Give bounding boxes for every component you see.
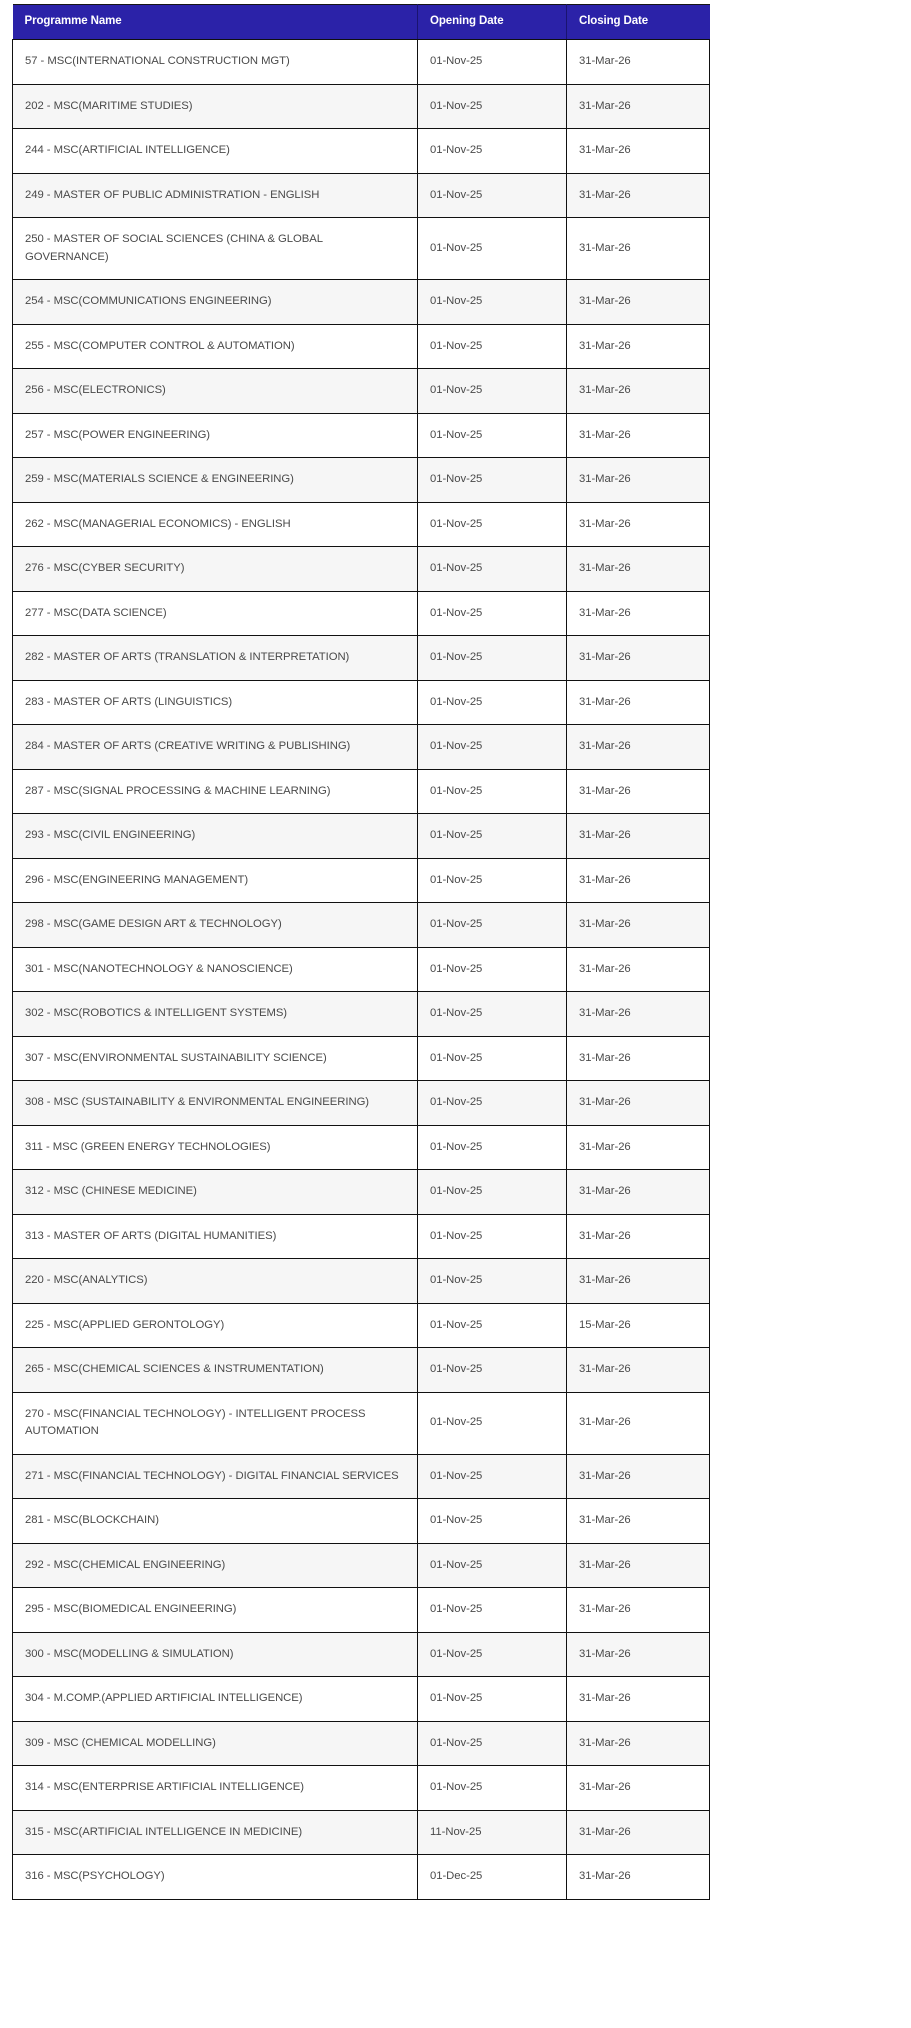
table-row[interactable] [13,1259,710,1304]
cell-programme-name: 254 - MSC(COMMUNICATIONS ENGINEERING) [13,280,418,325]
table-row[interactable] [13,858,710,903]
cell-closing-date: 31-Mar-26 [567,129,710,174]
programme-schedule-table [12,4,710,1900]
cell-opening-date: 01-Nov-25 [418,858,567,903]
cell-opening-date: 01-Nov-25 [418,173,567,218]
cell-programme-name: 282 - MASTER OF ARTS (TRANSLATION & INTERPRETATION) [13,636,418,681]
cell-closing-date: 31-Mar-26 [567,1036,710,1081]
table-row[interactable] [13,84,710,129]
table-row[interactable] [13,1392,710,1454]
table-row[interactable] [13,458,710,503]
cell-opening-date: 01-Nov-25 [418,769,567,814]
cell-opening-date: 01-Nov-25 [418,369,567,414]
cell-closing-date: 31-Mar-26 [567,324,710,369]
cell-opening-date: 01-Nov-25 [418,1214,567,1259]
cell-programme-name: 257 - MSC(POWER ENGINEERING) [13,413,418,458]
cell-closing-date: 31-Mar-26 [567,947,710,992]
cell-closing-date: 31-Mar-26 [567,280,710,325]
cell-opening-date: 01-Nov-25 [418,84,567,129]
cell-opening-date: 01-Nov-25 [418,40,567,85]
table-row[interactable] [13,947,710,992]
cell-closing-date: 31-Mar-26 [567,1543,710,1588]
cell-opening-date: 01-Nov-25 [418,413,567,458]
cell-programme-name: 293 - MSC(CIVIL ENGINEERING) [13,814,418,859]
table-row[interactable] [13,173,710,218]
cell-opening-date: 01-Nov-25 [418,1303,567,1348]
cell-closing-date: 31-Mar-26 [567,173,710,218]
cell-closing-date: 31-Mar-26 [567,1125,710,1170]
cell-programme-name: 255 - MSC(COMPUTER CONTROL & AUTOMATION) [13,324,418,369]
table-row[interactable] [13,1632,710,1677]
cell-opening-date: 01-Nov-25 [418,591,567,636]
cell-opening-date: 01-Nov-25 [418,814,567,859]
table-row[interactable] [13,1855,710,1900]
table-header-row [13,5,710,40]
cell-closing-date: 31-Mar-26 [567,84,710,129]
cell-programme-name: 287 - MSC(SIGNAL PROCESSING & MACHINE LEARNING) [13,769,418,814]
cell-closing-date: 31-Mar-26 [567,1392,710,1454]
table-row[interactable] [13,1348,710,1393]
cell-programme-name: 313 - MASTER OF ARTS (DIGITAL HUMANITIES) [13,1214,418,1259]
cell-programme-name: 300 - MSC(MODELLING & SIMULATION) [13,1632,418,1677]
table-row[interactable] [13,1036,710,1081]
cell-opening-date: 01-Nov-25 [418,1499,567,1544]
table-row[interactable] [13,129,710,174]
table-row[interactable] [13,1543,710,1588]
cell-programme-name: 259 - MSC(MATERIALS SCIENCE & ENGINEERING) [13,458,418,503]
cell-programme-name: 296 - MSC(ENGINEERING MANAGEMENT) [13,858,418,903]
cell-opening-date: 01-Nov-25 [418,1677,567,1722]
cell-closing-date: 31-Mar-26 [567,218,710,280]
table-row[interactable] [13,547,710,592]
cell-opening-date: 01-Nov-25 [418,1081,567,1126]
cell-programme-name: 265 - MSC(CHEMICAL SCIENCES & INSTRUMENTATION) [13,1348,418,1393]
table-row[interactable] [13,1303,710,1348]
cell-opening-date: 01-Nov-25 [418,547,567,592]
cell-programme-name: 57 - MSC(INTERNATIONAL CONSTRUCTION MGT) [13,40,418,85]
cell-opening-date: 01-Dec-25 [418,1855,567,1900]
cell-opening-date: 01-Nov-25 [418,1392,567,1454]
cell-closing-date: 31-Mar-26 [567,413,710,458]
cell-opening-date: 01-Nov-25 [418,1588,567,1633]
cell-programme-name: 309 - MSC (CHEMICAL MODELLING) [13,1721,418,1766]
cell-closing-date: 31-Mar-26 [567,1632,710,1677]
table-row[interactable] [13,1125,710,1170]
table-row[interactable] [13,814,710,859]
cell-programme-name: 283 - MASTER OF ARTS (LINGUISTICS) [13,680,418,725]
column-header-closing-date[interactable]: Closing Date [567,5,710,40]
cell-opening-date: 01-Nov-25 [418,947,567,992]
cell-opening-date: 01-Nov-25 [418,1036,567,1081]
cell-programme-name: 304 - M.COMP.(APPLIED ARTIFICIAL INTELLIGENCE) [13,1677,418,1722]
cell-programme-name: 270 - MSC(FINANCIAL TECHNOLOGY) - INTELLIGENT PROCESS AUTOMATION [13,1392,418,1454]
column-header-opening-date[interactable]: Opening Date [418,5,567,40]
table-row[interactable] [13,1170,710,1215]
table-row[interactable] [13,1677,710,1722]
table-row[interactable] [13,413,710,458]
table-row[interactable] [13,1081,710,1126]
cell-closing-date: 31-Mar-26 [567,992,710,1037]
table-row[interactable] [13,725,710,770]
cell-opening-date: 01-Nov-25 [418,1125,567,1170]
cell-closing-date: 31-Mar-26 [567,858,710,903]
cell-closing-date: 31-Mar-26 [567,591,710,636]
cell-opening-date: 01-Nov-25 [418,458,567,503]
table-row[interactable] [13,1454,710,1499]
cell-closing-date: 31-Mar-26 [567,1677,710,1722]
cell-opening-date: 01-Nov-25 [418,1632,567,1677]
cell-closing-date: 31-Mar-26 [567,1259,710,1304]
cell-closing-date: 31-Mar-26 [567,1348,710,1393]
cell-closing-date: 31-Mar-26 [567,903,710,948]
cell-programme-name: 225 - MSC(APPLIED GERONTOLOGY) [13,1303,418,1348]
cell-programme-name: 284 - MASTER OF ARTS (CREATIVE WRITING & PUBLISHING) [13,725,418,770]
cell-programme-name: 276 - MSC(CYBER SECURITY) [13,547,418,592]
cell-programme-name: 281 - MSC(BLOCKCHAIN) [13,1499,418,1544]
cell-closing-date: 31-Mar-26 [567,814,710,859]
table-row[interactable] [13,769,710,814]
cell-programme-name: 314 - MSC(ENTERPRISE ARTIFICIAL INTELLIGENCE) [13,1766,418,1811]
cell-programme-name: 316 - MSC(PSYCHOLOGY) [13,1855,418,1900]
table-row[interactable] [13,1810,710,1855]
cell-programme-name: 271 - MSC(FINANCIAL TECHNOLOGY) - DIGITAL FINANCIAL SERVICES [13,1454,418,1499]
cell-opening-date: 01-Nov-25 [418,1454,567,1499]
table-header [13,5,710,40]
cell-opening-date: 01-Nov-25 [418,502,567,547]
table-row[interactable] [13,992,710,1037]
table-row[interactable] [13,324,710,369]
cell-closing-date: 31-Mar-26 [567,1170,710,1215]
cell-opening-date: 01-Nov-25 [418,1721,567,1766]
cell-closing-date: 31-Mar-26 [567,725,710,770]
cell-opening-date: 11-Nov-25 [418,1810,567,1855]
cell-closing-date: 31-Mar-26 [567,1454,710,1499]
cell-closing-date: 31-Mar-26 [567,1588,710,1633]
table-row[interactable] [13,280,710,325]
cell-opening-date: 01-Nov-25 [418,1259,567,1304]
cell-programme-name: 256 - MSC(ELECTRONICS) [13,369,418,414]
table-row[interactable] [13,369,710,414]
cell-opening-date: 01-Nov-25 [418,129,567,174]
cell-programme-name: 220 - MSC(ANALYTICS) [13,1259,418,1304]
cell-programme-name: 277 - MSC(DATA SCIENCE) [13,591,418,636]
table-body [13,40,710,1900]
table-row[interactable] [13,502,710,547]
cell-closing-date: 31-Mar-26 [567,636,710,681]
cell-programme-name: 250 - MASTER OF SOCIAL SCIENCES (CHINA & GLOBAL GOVERNANCE) [13,218,418,280]
cell-opening-date: 01-Nov-25 [418,1170,567,1215]
cell-closing-date: 31-Mar-26 [567,1810,710,1855]
cell-programme-name: 315 - MSC(ARTIFICIAL INTELLIGENCE IN MEDICINE) [13,1810,418,1855]
table-row[interactable] [13,1214,710,1259]
cell-programme-name: 295 - MSC(BIOMEDICAL ENGINEERING) [13,1588,418,1633]
cell-opening-date: 01-Nov-25 [418,218,567,280]
cell-opening-date: 01-Nov-25 [418,636,567,681]
cell-programme-name: 312 - MSC (CHINESE MEDICINE) [13,1170,418,1215]
table-row[interactable] [13,1588,710,1633]
cell-closing-date: 31-Mar-26 [567,680,710,725]
cell-opening-date: 01-Nov-25 [418,324,567,369]
cell-closing-date: 31-Mar-26 [567,547,710,592]
cell-closing-date: 31-Mar-26 [567,1855,710,1900]
cell-programme-name: 311 - MSC (GREEN ENERGY TECHNOLOGIES) [13,1125,418,1170]
programme-table-container [0,4,911,1900]
cell-programme-name: 244 - MSC(ARTIFICIAL INTELLIGENCE) [13,129,418,174]
cell-opening-date: 01-Nov-25 [418,1348,567,1393]
cell-closing-date: 31-Mar-26 [567,1766,710,1811]
table-row[interactable] [13,591,710,636]
cell-opening-date: 01-Nov-25 [418,1766,567,1811]
cell-programme-name: 302 - MSC(ROBOTICS & INTELLIGENT SYSTEMS) [13,992,418,1037]
table-row[interactable] [13,903,710,948]
cell-closing-date: 31-Mar-26 [567,502,710,547]
table-row[interactable] [13,40,710,85]
table-row[interactable] [13,680,710,725]
cell-opening-date: 01-Nov-25 [418,1543,567,1588]
cell-closing-date: 31-Mar-26 [567,1214,710,1259]
cell-closing-date: 15-Mar-26 [567,1303,710,1348]
cell-closing-date: 31-Mar-26 [567,1721,710,1766]
table-row[interactable] [13,636,710,681]
cell-opening-date: 01-Nov-25 [418,725,567,770]
cell-closing-date: 31-Mar-26 [567,1499,710,1544]
cell-opening-date: 01-Nov-25 [418,903,567,948]
cell-programme-name: 298 - MSC(GAME DESIGN ART & TECHNOLOGY) [13,903,418,948]
cell-programme-name: 301 - MSC(NANOTECHNOLOGY & NANOSCIENCE) [13,947,418,992]
cell-closing-date: 31-Mar-26 [567,40,710,85]
cell-programme-name: 307 - MSC(ENVIRONMENTAL SUSTAINABILITY SCIENCE) [13,1036,418,1081]
cell-closing-date: 31-Mar-26 [567,769,710,814]
cell-closing-date: 31-Mar-26 [567,1081,710,1126]
cell-opening-date: 01-Nov-25 [418,680,567,725]
table-row[interactable] [13,1721,710,1766]
table-row[interactable] [13,218,710,280]
table-row[interactable] [13,1499,710,1544]
cell-closing-date: 31-Mar-26 [567,369,710,414]
column-header-programme-name[interactable]: Programme Name [13,5,418,40]
table-row[interactable] [13,1766,710,1811]
cell-programme-name: 262 - MSC(MANAGERIAL ECONOMICS) - ENGLISH [13,502,418,547]
cell-opening-date: 01-Nov-25 [418,992,567,1037]
cell-opening-date: 01-Nov-25 [418,280,567,325]
cell-programme-name: 202 - MSC(MARITIME STUDIES) [13,84,418,129]
cell-programme-name: 249 - MASTER OF PUBLIC ADMINISTRATION - ENGLISH [13,173,418,218]
cell-closing-date: 31-Mar-26 [567,458,710,503]
cell-programme-name: 292 - MSC(CHEMICAL ENGINEERING) [13,1543,418,1588]
cell-programme-name: 308 - MSC (SUSTAINABILITY & ENVIRONMENTAL ENGINEERING) [13,1081,418,1126]
